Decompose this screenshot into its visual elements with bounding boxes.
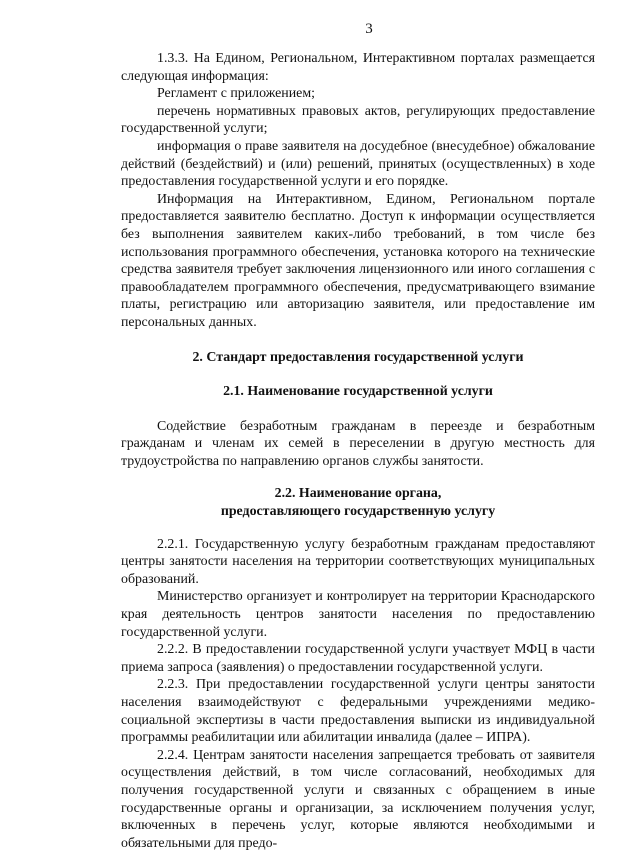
- section-heading-2-2-line2: предоставляющего государственную услугу: [220, 504, 496, 520]
- paragraph-regulation: Регламент с приложением;: [157, 86, 315, 102]
- paragraph-appeal-right: информация о праве заявителя на досудебное (внесудебное) обжалование действий (бездействий) и (или) решений, принятых (осуществленных) в ходе предоставления государственной услуги и его порядке.: [121, 138, 595, 190]
- section-heading-2: 2. Стандарт предоставления государственной услуги: [192, 349, 524, 365]
- paragraph-legal-acts: перечень нормативных правовых актов, регулирующих предоставление государственной услуги;: [121, 103, 595, 137]
- paragraph-2-2-4: 2.2.4. Центрам занятости населения запрещается требовать от заявителя осуществления действий, в том числе согласований, необходимых для получения государственной услуги и связанных с обращением в иные государственные органы и организации, за исключением получения услуг, включенных в перечень услуг, которые являются необходимыми и обязательными для предо-: [121, 747, 595, 851]
- document-page: [121, 20, 595, 852]
- section-heading-2-2-line1: 2.2. Наименование органа,: [274, 486, 442, 502]
- paragraph-2-2-1: 2.2.1. Государственную услугу безработным гражданам предоставляют центры занятости населения на территории соответствующих муниципальных образований.: [121, 536, 595, 587]
- paragraph-1-3-3: 1.3.3. На Едином, Региональном, Интерактивном порталах размещается следующая информация:: [121, 51, 595, 84]
- paragraph-2-1: Содействие безработным гражданам в переезде и безработным гражданам и членам их семей в переселении в другую местность для трудоустройства по направлению органов службы занятости.: [121, 418, 595, 469]
- section-heading-2-1: 2.1. Наименование государственной услуги: [223, 384, 493, 400]
- paragraph-2-2-2: 2.2.2. В предоставлении государственной услуги участвует МФЦ в части приема запроса (заявления) о предоставлении государственной услуги.: [121, 642, 595, 675]
- paragraph-2-2-3: 2.2.3. При предоставлении государственной услуги центры занятости населения взаимодействуют с федеральными учреждениями медико-социальной экспертизы в части предоставления выписки из индивидуальной программы реабилитации или абилитации инвалида (далее – ИПРА).: [121, 677, 595, 746]
- page-number: 3: [365, 21, 373, 37]
- paragraph-portal-info: Информация на Интерактивном, Едином, Региональном портале предоставляется заявителю бесплатно. Доступ к информации осуществляется без выполнения заявителем каких-либо требований, в том числе без использования программного обеспечения, установка которого на технические средства заявителя требует заключения лицензионного или иного соглашения с правообладателем программного обеспечения, предусматривающего взимание платы, регистрацию или авторизацию заявителя, или предоставление им персональных данных.: [121, 191, 595, 330]
- paragraph-ministry: Министерство организует и контролирует на территории Краснодарского края деятельность центров занятости населения по предоставлению государственной услуги.: [121, 589, 595, 640]
